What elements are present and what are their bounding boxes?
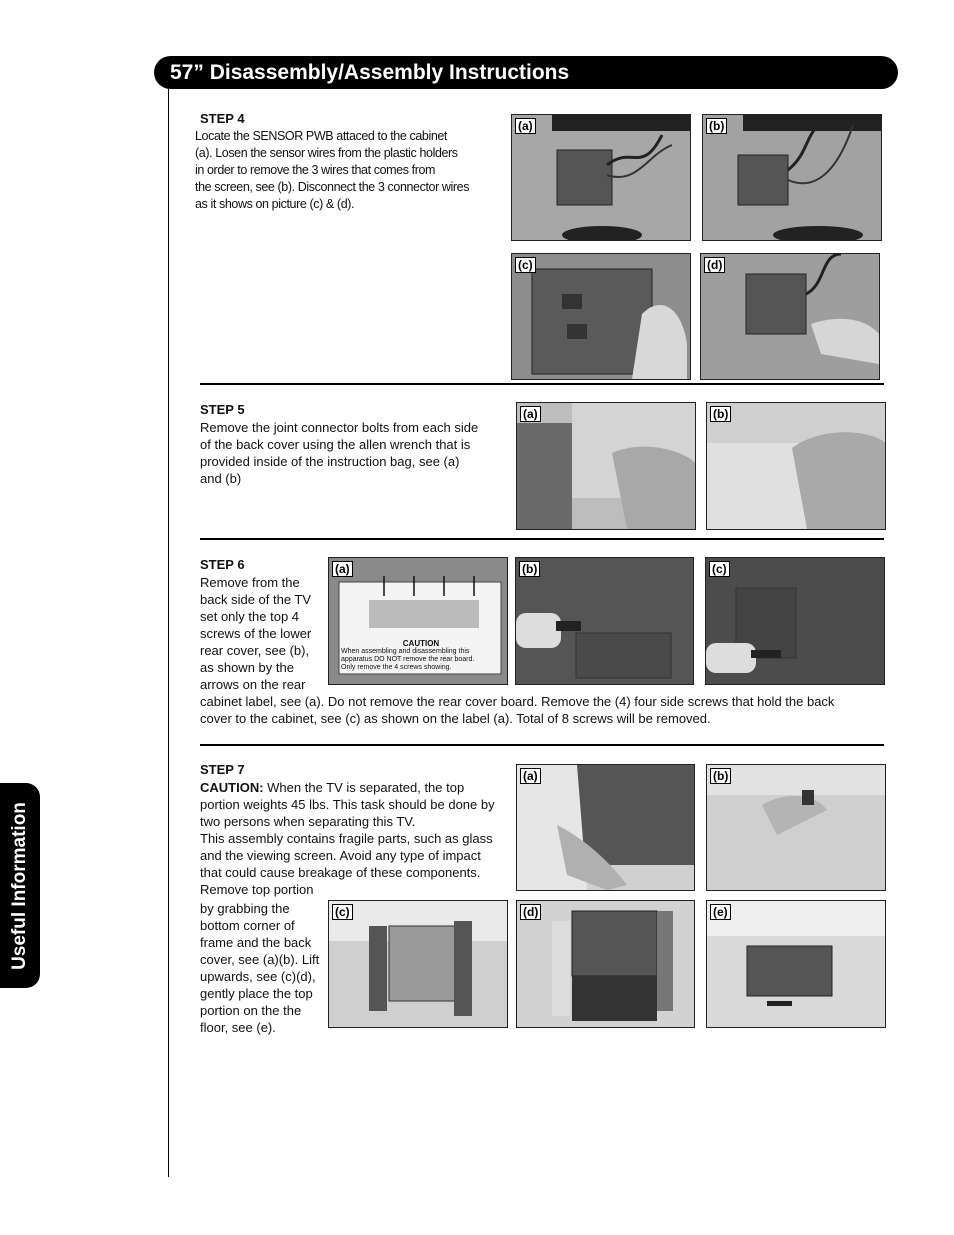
step7-photo-a — [516, 764, 695, 891]
step7-photo-c — [328, 900, 508, 1028]
section-divider — [200, 744, 884, 746]
photo-label: (d) — [520, 904, 541, 920]
margin-rule — [168, 89, 169, 1177]
tv-lift-illustration — [517, 765, 694, 890]
step5-photo-a — [516, 402, 696, 530]
photo-label: (c) — [515, 257, 536, 273]
step6-line: screws of the lower — [200, 626, 312, 641]
step7-line: and the viewing screen. Avoid any type of impact — [200, 848, 481, 863]
photo-label: (b) — [710, 768, 731, 784]
step7-line: that could cause breakage of these components. — [200, 865, 481, 880]
screwdriver-illustration — [706, 558, 884, 684]
step4-line: the screen, see (b). Disconnect the 3 connector wires — [195, 180, 470, 194]
step7-narrow-line: upwards, see (c)(d), — [200, 969, 316, 984]
step7-narrow-line: portion on the the — [200, 1003, 302, 1018]
step7-text — [200, 779, 515, 898]
step4-title: STEP 4 — [200, 111, 245, 126]
photo-label: (a) — [515, 118, 536, 134]
tv-lift-illustration — [329, 901, 507, 1027]
step5-title: STEP 5 — [200, 402, 245, 417]
step4-photo-d — [700, 253, 880, 380]
tv-lift-illustration — [707, 765, 885, 890]
step7-line: This assembly contains fragile parts, such as glass — [200, 831, 493, 846]
photo-label: (b) — [710, 406, 731, 422]
step7-narrow-line: bottom corner of — [200, 918, 295, 933]
step7-narrow-line: by grabbing the — [200, 901, 290, 916]
allen-wrench-illustration — [707, 403, 885, 529]
step7-line: Remove top portion — [200, 882, 314, 897]
step6-wide-text — [200, 693, 890, 727]
step4-photo-b — [702, 114, 882, 241]
step5-line: of the back cover using the allen wrench that is — [200, 437, 471, 452]
step7-narrow-line: floor, see (e). — [200, 1020, 276, 1035]
step6-line: set only the top 4 — [200, 609, 300, 624]
circuit-board-illustration — [512, 254, 690, 379]
step4-text — [195, 128, 495, 213]
step6-text — [200, 574, 325, 693]
section-tab — [0, 783, 40, 988]
step7-narrow-line: gently place the top — [200, 986, 313, 1001]
step5-text — [200, 419, 500, 487]
step5-photo-b — [706, 402, 886, 530]
photo-label: (a) — [520, 768, 541, 784]
step6-title: STEP 6 — [200, 557, 245, 572]
section-divider — [200, 383, 884, 385]
step4-line: in order to remove the 3 wires that comes from — [195, 163, 436, 177]
step7-line: two persons when separating this TV. — [200, 814, 416, 829]
tv-lift-illustration — [707, 901, 885, 1027]
step7-first-line — [200, 779, 515, 796]
tv-lift-illustration — [517, 901, 694, 1027]
step6-line: rear cover, see (b), — [200, 643, 310, 658]
step7-photo-d — [516, 900, 695, 1028]
caution-line: Only remove the 4 screws showing. — [341, 664, 452, 671]
step6-line: back side of the TV — [200, 592, 312, 607]
step5-line: Remove the joint connector bolts from each side — [200, 420, 479, 435]
photo-label: (e) — [710, 904, 731, 920]
step6-line: arrows on the rear — [200, 677, 306, 692]
circuit-board-illustration — [701, 254, 879, 379]
step7-narrow-line: frame and the back — [200, 935, 312, 950]
step7-narrow-text — [200, 900, 325, 1036]
photo-label: (b) — [519, 561, 540, 577]
step7-photo-e — [706, 900, 886, 1028]
photo-label: (c) — [332, 904, 353, 920]
step5-line: provided inside of the instruction bag, see (a) — [200, 454, 460, 469]
step6-photo-c — [705, 557, 885, 685]
photo-label: (b) — [706, 118, 727, 134]
caution-line: apparatus DO NOT remove the rear board. — [341, 656, 475, 663]
page-title: 57” Disassembly/Assembly Instructions — [154, 56, 898, 89]
step6-line: Remove from the — [200, 575, 300, 590]
step7-narrow-line: cover, see (a)(b). Lift — [200, 952, 320, 967]
step4-photo-a — [511, 114, 691, 241]
circuit-board-illustration — [703, 115, 881, 240]
step4-line: Locate the SENSOR PWB attaced to the cabinet — [195, 129, 447, 143]
step4-photo-c — [511, 253, 691, 380]
caution-label: CAUTION: — [200, 780, 264, 795]
step6-wide-line: cover to the cabinet, see (c) as shown on the label (a). Total of 8 screws will be removed. — [200, 711, 711, 726]
allen-wrench-illustration — [517, 403, 695, 529]
caution-label-text — [341, 640, 501, 672]
step7-line: When the TV is separated, the top — [263, 780, 465, 795]
step7-title: STEP 7 — [200, 762, 245, 777]
photo-label: (a) — [332, 561, 353, 577]
step5-line: and (b) — [200, 471, 242, 486]
section-divider — [200, 538, 884, 540]
step6-photo-b — [515, 557, 694, 685]
step7-photo-b — [706, 764, 886, 891]
step4-line: (a). Losen the sensor wires from the plastic holders — [195, 146, 458, 160]
photo-label: (c) — [709, 561, 730, 577]
photo-label: (d) — [704, 257, 725, 273]
section-tab-label: Useful Information — [9, 801, 30, 970]
screwdriver-illustration — [516, 558, 693, 684]
photo-label: (a) — [520, 406, 541, 422]
caution-heading: CAUTION — [402, 639, 440, 648]
step6-line: as shown by the — [200, 660, 294, 675]
step6-wide-line: cabinet label, see (a). Do not remove the rear cover board. Remove the (4) four side screws that hold the back — [200, 694, 835, 709]
step7-line: portion weights 45 lbs. This task should be done by — [200, 797, 495, 812]
step4-line: as it shows on picture (c) & (d). — [195, 197, 355, 211]
step6-photo-a — [328, 557, 508, 685]
circuit-board-illustration — [512, 115, 690, 240]
caution-line: When assembling and disassembling this — [341, 648, 470, 655]
